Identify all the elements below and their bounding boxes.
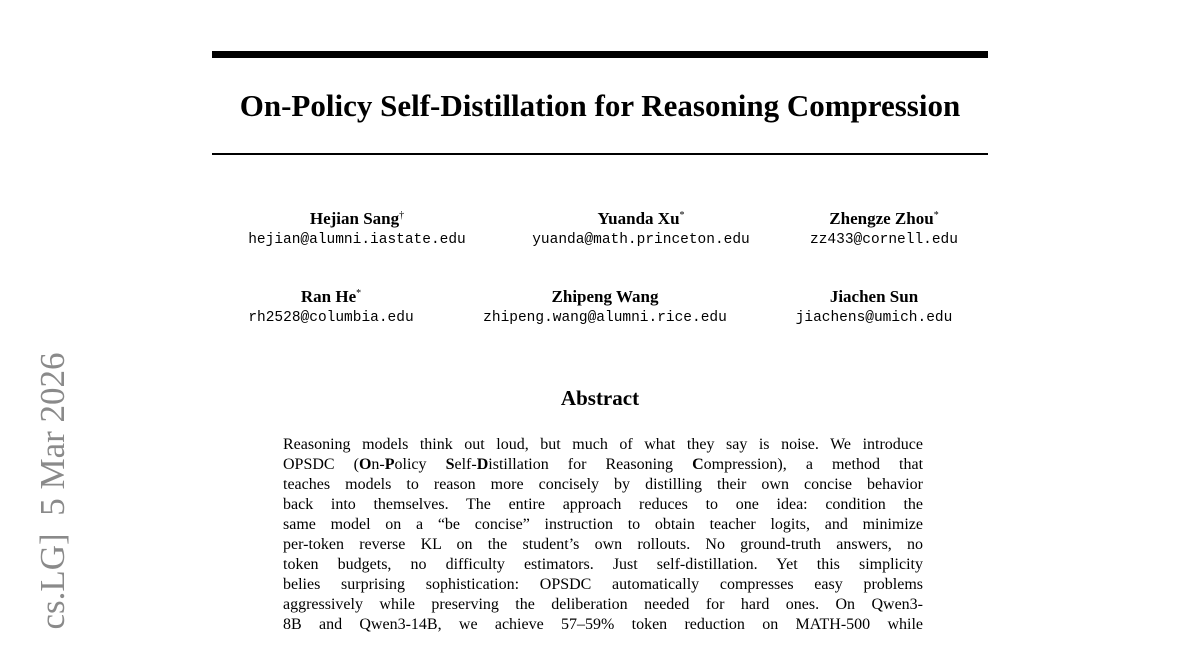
abstract-heading: Abstract [560,386,640,410]
author-mark: * [356,288,362,299]
author-block [734,208,1034,250]
author-name: Yuanda Xu* [597,209,685,228]
author-email: zhipeng.wang@alumni.rice.edu [483,310,727,326]
author-name: Hejian Sang† [309,209,405,228]
abstract-line: OPSDC (On-Policy Self-Distillation for Reasoning Compression), a method that [283,456,924,473]
author-block [181,286,481,328]
abstract-line: back into themselves. The entire approach reduces to one idea: condition the [283,496,923,513]
author-mark: † [399,210,405,221]
paper-title: On-Policy Self-Distillation for Reasoning Compression [239,88,961,123]
author-block [724,286,1024,328]
title-bottom-rule [212,153,988,155]
abstract-line: same model on a “be concise” instruction to obtain teacher logits, and minimize [283,516,923,533]
abstract-body [283,435,923,635]
author-email: hejian@alumni.iastate.edu [248,232,466,248]
title-top-rule [212,51,988,58]
abstract-line: belies surprising sophistication: OPSDC automatically compresses easy problems [283,576,923,593]
arxiv-side-stamp: cs.LG] 5 Mar 2026 [33,352,72,630]
abstract-line: teaches models to reason more concisely by distilling their own concise behavior [283,476,923,493]
abstract-line: token budgets, no difficulty estimators. Just self-distillation. Yet this simplicity [283,556,923,573]
author-email: jiachens@umich.edu [795,310,953,326]
author-name: Zhipeng Wang [551,287,659,306]
author-mark: * [933,210,939,221]
author-mark: * [679,210,685,221]
author-name: Jiachen Sun [829,287,919,306]
author-email: yuanda@math.princeton.edu [532,232,750,248]
abstract-line: 8B and Qwen3-14B, we achieve 57–59% token reduction on MATH-500 while [283,616,923,633]
abstract-line: aggressively while preserving the deliberation needed for hard ones. On Qwen3- [283,596,923,613]
abstract-line: Reasoning models think out loud, but much of what they say is noise. We introduce [283,436,923,453]
abstract-line: per-token reverse KL on the student’s own rollouts. No ground-truth answers, no [283,536,923,553]
author-email: rh2528@columbia.edu [248,310,414,326]
author-name: Ran He* [300,287,362,306]
author-email: zz433@cornell.edu [810,232,958,248]
author-block [455,286,755,328]
author-name: Zhengze Zhou* [829,209,939,228]
author-block [207,208,507,250]
